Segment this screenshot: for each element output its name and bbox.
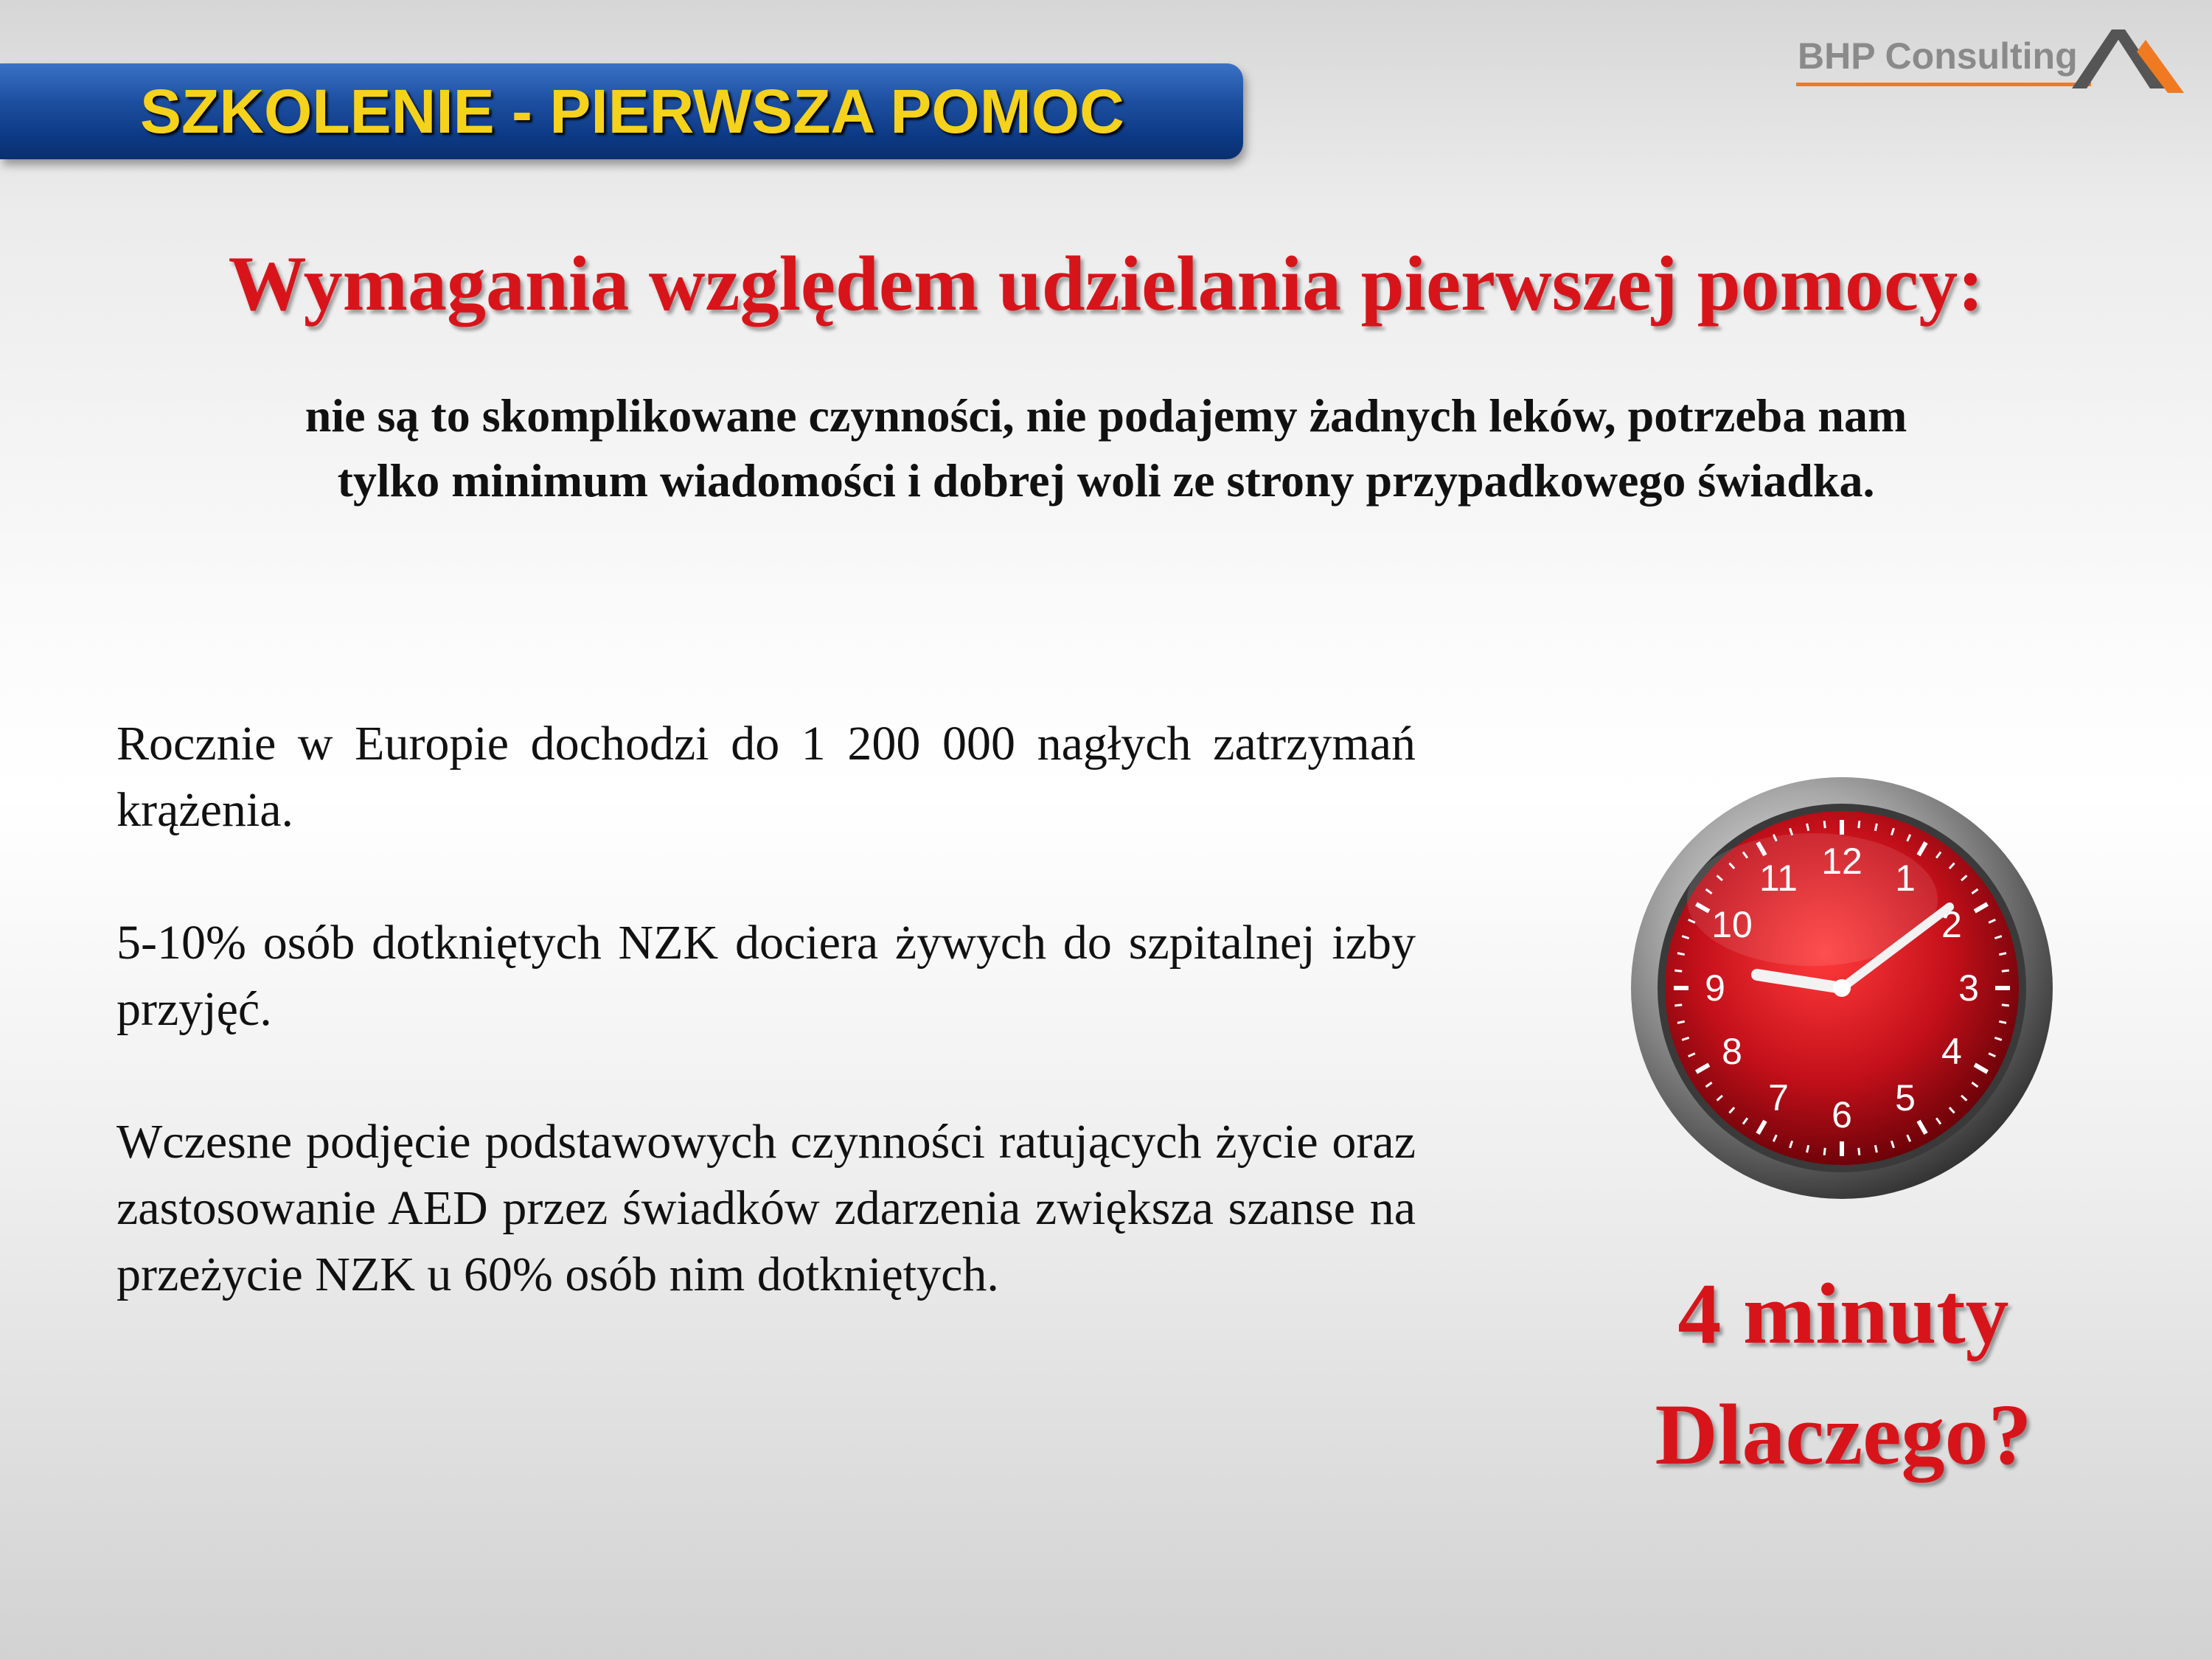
subtitle-line-1: nie są to skomplikowane czynności, nie podajemy żadnych leków, potrzeba nam <box>305 389 1907 442</box>
clock-minor-tick <box>1824 821 1825 828</box>
clock-minor-tick <box>2002 1005 2009 1006</box>
fact-paragraph-2: 5-10% osób dotkniętych NZK dociera żywych do szpitalnej izby przyjęć. <box>116 916 1416 1036</box>
clock-number: 5 <box>1895 1077 1916 1119</box>
clock-minor-tick <box>1674 1005 1682 1006</box>
clock-minor-tick <box>1859 821 1860 828</box>
clock-minor-tick <box>1677 953 1685 955</box>
clock-minor-tick <box>1807 1145 1809 1152</box>
clock-minor-tick <box>1999 953 2006 955</box>
logo-mountain-icon <box>2065 22 2190 96</box>
title-banner <box>0 63 1243 159</box>
clock-number: 2 <box>1941 904 1962 945</box>
clock-minor-tick <box>1875 824 1877 831</box>
clock-number: 1 <box>1895 858 1916 900</box>
clock-minor-tick <box>1875 1145 1877 1152</box>
clock-number: 4 <box>1941 1031 1962 1072</box>
callout-line-2: Dlaczego? <box>1655 1386 2032 1483</box>
clock-minor-tick <box>1674 970 1682 971</box>
logo-underline <box>1796 83 2091 86</box>
facts-text <box>116 711 1416 1374</box>
wall-clock-icon <box>1628 774 2056 1202</box>
fact-paragraph-3: Wczesne podjęcie podstawowych czynności ratujących życie oraz zastosowanie AED przez świadków zdarzenia zwiększa szanse na przeżycie NZK u 60% osób nim dotkniętych. <box>116 1115 1416 1301</box>
banner-title: SZKOLENIE - PIERWSZA POMOC <box>140 77 1124 146</box>
clock-number: 3 <box>1958 967 1979 1009</box>
clock-minor-tick <box>1807 824 1809 831</box>
clock-minor-tick <box>1999 1021 2006 1023</box>
clock-number: 12 <box>1821 841 1863 882</box>
callout-line-1: 4 minuty <box>1677 1265 2009 1362</box>
main-heading: Wymagania względem udzielania pierwszej pomocy: <box>228 240 1984 327</box>
clock-number: 10 <box>1711 904 1753 945</box>
clock-minor-tick <box>1859 1148 1860 1155</box>
logo-text: BHP Consulting <box>1798 35 2078 77</box>
clock-minor-tick <box>1677 1021 1685 1023</box>
company-logo <box>1792 22 2190 96</box>
clock-number: 6 <box>1832 1094 1852 1135</box>
clock-number: 8 <box>1722 1031 1742 1072</box>
clock-number: 7 <box>1768 1077 1789 1119</box>
callout-text <box>1548 1253 2138 1495</box>
subtitle-line-2: tylko minimum wiadomości i dobrej woli ze strony przypadkowego świadka. <box>337 454 1875 507</box>
clock-number: 11 <box>1759 858 1798 900</box>
clock-center-pin <box>1833 979 1851 997</box>
clock-minor-tick <box>1824 1148 1825 1155</box>
intro-subtitle <box>147 383 2065 513</box>
fact-paragraph-1: Rocznie w Europie dochodzi do 1 200 000 nagłych zatrzymań krążenia. <box>116 717 1416 837</box>
clock-number: 9 <box>1705 967 1725 1009</box>
clock-minor-tick <box>2002 970 2009 971</box>
